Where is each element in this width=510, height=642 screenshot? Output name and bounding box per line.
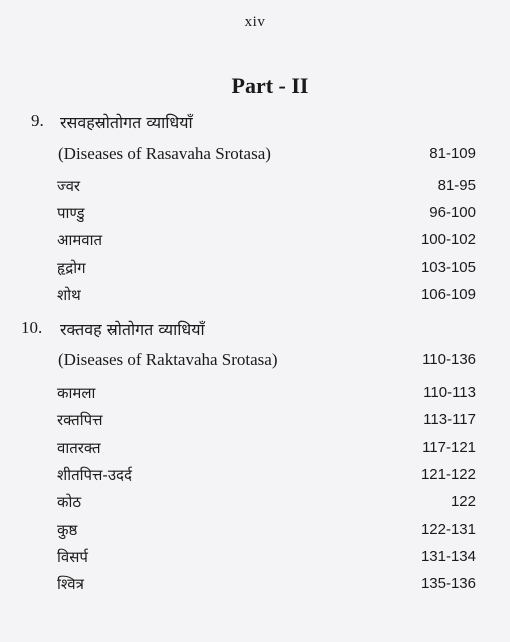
entry-title: श्वित्र (57, 575, 84, 593)
entry-pages: 135-136 (420, 575, 476, 592)
page-number: xiv (244, 14, 266, 30)
toc-entry (0, 256, 510, 282)
toc-entry (0, 408, 510, 434)
entry-title: कोठ (57, 493, 82, 511)
entry-title: पाण्डु (57, 204, 85, 222)
toc-entry (0, 228, 510, 254)
entry-title: ज्वर (57, 177, 81, 195)
entry-title: शीतपित्त-उदर्द (57, 466, 132, 484)
entry-pages: 96-100 (429, 204, 476, 221)
entry-pages: 103-105 (420, 259, 476, 276)
chapter-number: 9. (31, 111, 44, 130)
toc-entry (0, 381, 510, 407)
chapter-title-english: (Diseases of Rasavaha Srotasa) (58, 144, 271, 163)
chapter-pages: 110-136 (422, 351, 476, 368)
entry-pages: 113-117 (423, 411, 476, 428)
toc-entry (0, 463, 510, 489)
entry-title: रक्तपित्त (57, 411, 103, 429)
chapter-title-hindi: रसवहस्रोतोगत व्याधियाँ (60, 113, 193, 132)
entry-pages: 117-121 (422, 439, 476, 456)
entry-title: कुष्ठ (57, 521, 78, 539)
toc-entry (0, 174, 510, 200)
toc-entry (0, 490, 510, 516)
entry-title: आमवात (57, 231, 103, 249)
toc-entry (0, 201, 510, 227)
toc-entry (0, 518, 510, 544)
entry-pages: 81-95 (437, 177, 476, 194)
entry-pages: 121-122 (420, 466, 476, 483)
part-title: Part - II (231, 73, 309, 98)
entry-pages: 100-102 (420, 231, 476, 248)
entry-title: हृद्रोग (57, 259, 86, 277)
entry-pages: 106-109 (420, 286, 476, 303)
chapter-heading (0, 109, 510, 135)
chapter-subtitle-row (0, 142, 510, 168)
toc-entry (0, 572, 510, 598)
entry-pages: 122 (450, 493, 476, 510)
chapter-heading (0, 316, 510, 342)
entry-pages: 110-113 (423, 384, 476, 401)
entry-title: शोथ (57, 286, 81, 304)
chapter-subtitle-row (0, 348, 510, 374)
chapter-number: 10. (21, 318, 43, 337)
chapter-title-english: (Diseases of Raktavaha Srotasa) (58, 350, 278, 369)
entry-pages: 131-134 (420, 548, 476, 565)
chapter-title-hindi: रक्तवह स्रोतोगत व्याधियाँ (60, 320, 205, 339)
entry-title: कामला (57, 384, 96, 402)
entry-title: वातरक्त (57, 439, 101, 457)
entry-title: विसर्प (57, 548, 88, 566)
chapter-pages: 81-109 (429, 145, 476, 162)
toc-entry (0, 283, 510, 309)
toc-entry (0, 545, 510, 571)
toc-entry (0, 436, 510, 462)
entry-pages: 122-131 (420, 521, 476, 538)
